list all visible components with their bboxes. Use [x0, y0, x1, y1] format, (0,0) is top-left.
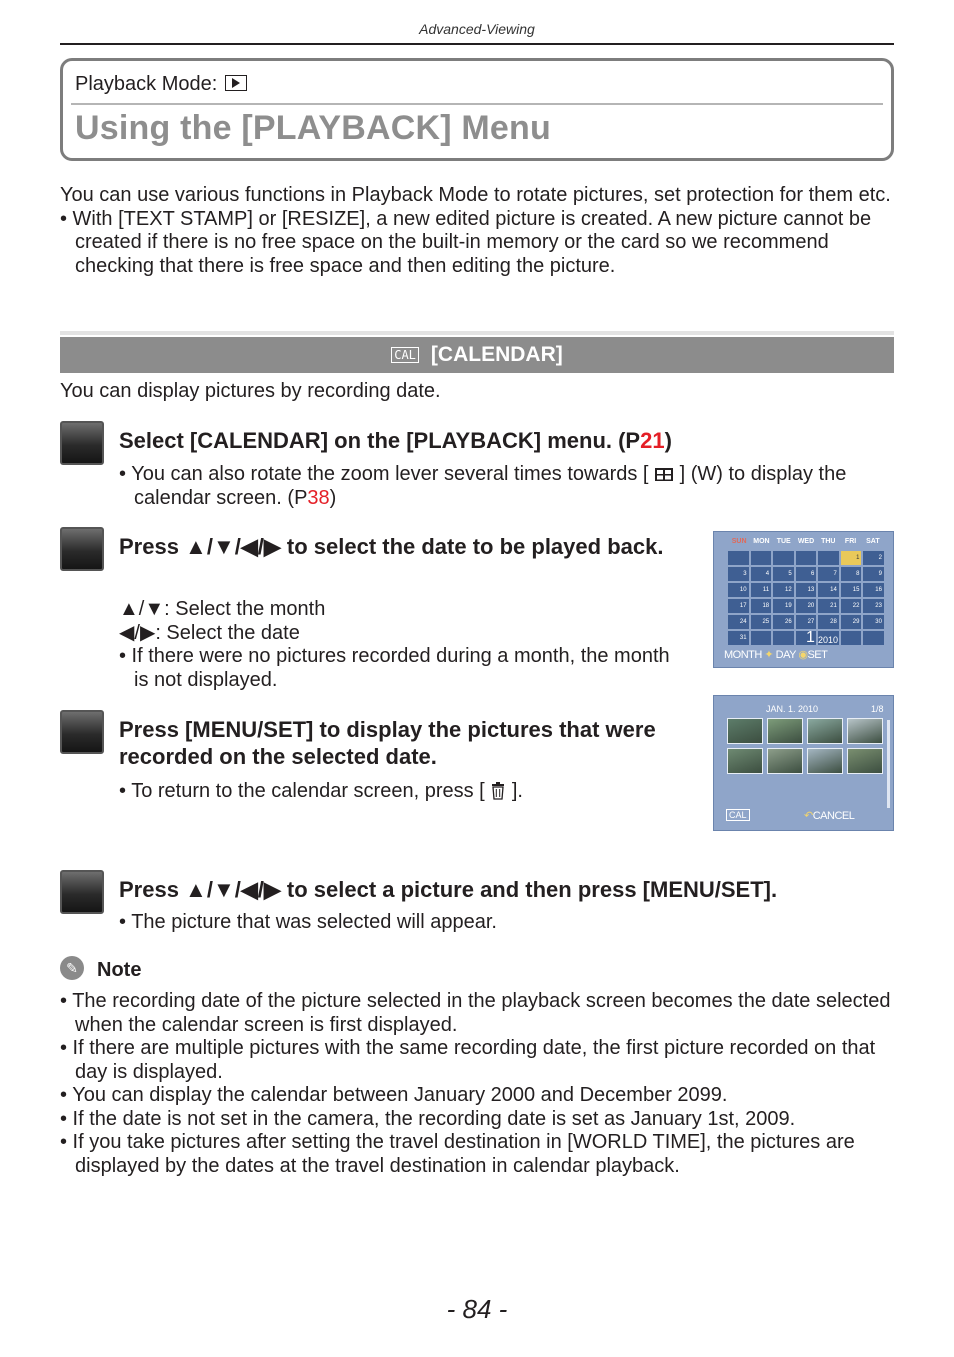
playback-icon [225, 75, 247, 91]
calendar-date-cell: 8 [841, 567, 862, 581]
playback-mode-label [75, 73, 247, 96]
section-title: [CALENDAR] [430, 343, 563, 366]
weekday-label: SUN [731, 538, 747, 545]
multi-playback-icon [654, 467, 674, 482]
step-1-bullet-page-ref: 38 [307, 486, 330, 509]
intro-text [60, 184, 896, 278]
calendar-date-cell: 6 [796, 567, 817, 581]
section-description: You can display pictures by recording date. [60, 380, 441, 402]
step-1-marker [60, 421, 104, 465]
calendar-date-cell: 7 [818, 567, 839, 581]
thumbnail [727, 718, 763, 744]
thumbnail [847, 718, 883, 744]
thumbnail [767, 778, 803, 804]
calendar-date-cell: 16 [863, 583, 884, 597]
calendar-month: 1 [806, 629, 815, 646]
note-list [60, 990, 896, 1178]
step-1-bullet-text-2: ] (W) to display the calendar screen. (P [134, 463, 847, 509]
menu-set-icon: ◉ [798, 649, 808, 661]
note-item: • If there are multiple pictures with the same recording date, the first picture recorded on that day is displayed. [60, 1037, 876, 1083]
calendar-date-cell [818, 551, 839, 565]
thumbnails-cancel-label: CANCEL [812, 810, 855, 822]
step-1-bullet [119, 463, 906, 510]
thumbnails-count: 1/8 [871, 704, 884, 714]
calendar-date-cell: 24 [728, 615, 749, 629]
thumbnails-scrollbar [887, 720, 890, 808]
thumbnails-date: JAN. 1. 2010 [766, 704, 819, 714]
thumbnail [847, 748, 883, 774]
calendar-date-cell: 27 [796, 615, 817, 629]
note-item: • If you take pictures after setting the travel destination in [WORLD TIME], the pictures are displayed by the dates at the travel destination in calendar playback. [60, 1131, 855, 1177]
thumbnails-cal-icon: CAL [726, 809, 750, 821]
calendar-footer-day: DAY [775, 649, 796, 661]
calendar-date-cell: 14 [818, 583, 839, 597]
thumbnail-grid [727, 718, 883, 804]
weekday-label: SAT [866, 538, 880, 545]
weekday-label: TUE [776, 538, 791, 545]
calendar-date-cell [728, 551, 749, 565]
calendar-date-cell [751, 631, 772, 645]
calendar-date-cell: 10 [728, 583, 749, 597]
calendar-date-cell: 9 [863, 567, 884, 581]
step-2-month-line: ▲/▼: Select the month [119, 598, 326, 620]
note-item: • You can display the calendar between January 2000 and December 2099. [60, 1084, 728, 1106]
calendar-date-cell: 25 [751, 615, 772, 629]
calendar-footer [724, 648, 827, 661]
thumbnails-screen-image [713, 695, 894, 831]
calendar-icon: CAL [391, 347, 419, 363]
step-2-title: Press ▲/▼/◀/▶ to select the date to be played back. [119, 534, 664, 559]
weekday-label: THU [821, 538, 836, 545]
calendar-date-cell [773, 551, 794, 565]
calendar-date-cell [796, 551, 817, 565]
page-title: Using the [PLAYBACK] Menu [75, 109, 551, 147]
weekday-label: FRI [844, 538, 857, 545]
step-3-marker [60, 710, 104, 754]
calendar-date-cell: 1 [841, 551, 862, 565]
step-1-bullet-text: • You can also rotate the zoom lever several times towards [ [119, 463, 649, 485]
step-4-marker [60, 870, 104, 914]
thumbnail [767, 748, 803, 774]
intro-paragraph: You can use various functions in Playback Mode to rotate pictures, set protection for them etc. [60, 184, 891, 206]
header-rule [60, 43, 894, 45]
step-2-date-line: ◀/▶: Select the date [119, 621, 300, 644]
title-box [60, 58, 894, 161]
step-2-bullet: • If there were no pictures recorded during a month, the month is not displayed. [119, 645, 670, 691]
calendar-year: 2010 [818, 635, 839, 645]
calendar-date-cell: 21 [818, 599, 839, 613]
thumbnail [847, 778, 883, 804]
calendar-date-cell: 4 [751, 567, 772, 581]
weekday-label: WED [797, 538, 815, 545]
calendar-date-cell: 5 [773, 567, 794, 581]
thumbnails-cancel [804, 809, 854, 822]
calendar-footer-month: MONTH [724, 649, 762, 661]
calendar-date-cell: 20 [796, 599, 817, 613]
calendar-date-cell: 30 [863, 615, 884, 629]
calendar-date-cell: 2 [863, 551, 884, 565]
calendar-date-cell: 3 [728, 567, 749, 581]
calendar-date-cell [863, 631, 884, 645]
thumbnail [807, 778, 843, 804]
note-label: Note [97, 959, 142, 981]
note-pencil-icon: ✎ [60, 956, 84, 980]
step-1-bullet-end: ) [329, 486, 337, 509]
step-4-bullet: • The picture that was selected will appear. [119, 911, 497, 933]
step-3-title: Press [MENU/SET] to display the pictures that were recorded on the selected date. [119, 717, 656, 769]
step-3-bullet-end: ]. [511, 780, 523, 802]
running-header: Advanced-Viewing [419, 21, 535, 37]
step-2-body [119, 598, 679, 692]
intro-bullet: • With [TEXT STAMP] or [RESIZE], a new edited picture is created. A new picture cannot be created if there is no free space on the built-in memory or the card so we recommend checking that there is free space and then editing the picture. [60, 207, 872, 277]
weekday-label: MON [753, 538, 770, 545]
dpad-icon: ✦ [764, 649, 774, 661]
note-item: • The recording date of the picture selected in the playback screen becomes the date selected when the calendar screen is first displayed. [60, 990, 891, 1036]
calendar-date-cell: 22 [841, 599, 862, 613]
calendar-footer-set: SET [807, 649, 828, 661]
calendar-date-cell: 23 [863, 599, 884, 613]
calendar-date-cell [751, 551, 772, 565]
note-item: • If the date is not set in the camera, the recording date is set as January 1st, 2009. [60, 1107, 796, 1130]
step-1-title-text: Select [CALENDAR] on the [PLAYBACK] menu. (P [119, 428, 641, 453]
thumbnail [727, 778, 763, 804]
calendar-date-cell: 15 [841, 583, 862, 597]
calendar-date-cell: 17 [728, 599, 749, 613]
calendar-date-cell: 11 [751, 583, 772, 597]
title-divider [71, 103, 883, 105]
return-icon: ↶ [804, 810, 813, 822]
trash-icon [490, 782, 506, 800]
calendar-weekday-row [728, 538, 884, 545]
calendar-date-cell: 28 [818, 615, 839, 629]
step-2-marker [60, 527, 104, 571]
step-1-title [119, 427, 899, 454]
step-4-title: Press ▲/▼/◀/▶ to select a picture and then press [MENU/SET]. [119, 877, 778, 902]
thumbnail [727, 748, 763, 774]
calendar-date-cell: 18 [751, 599, 772, 613]
calendar-date-cell: 12 [773, 583, 794, 597]
thumbnail [807, 748, 843, 774]
calendar-date-cell [773, 631, 794, 645]
calendar-screen-image [713, 531, 894, 668]
playback-mode-text: Playback Mode: [75, 73, 218, 95]
calendar-date-cell: 26 [773, 615, 794, 629]
step-3-bullet [119, 780, 694, 804]
calendar-date-cell [841, 631, 862, 645]
calendar-date-cell: 29 [841, 615, 862, 629]
step-1-title-end: ) [664, 428, 672, 453]
page-number: - 84 - [446, 1294, 508, 1324]
calendar-date-cell: 19 [773, 599, 794, 613]
section-header-calendar [60, 337, 894, 373]
step-1-page-ref: 21 [640, 428, 665, 453]
calendar-date-cell: 13 [796, 583, 817, 597]
step-3-bullet-text: • To return to the calendar screen, press [ [119, 780, 485, 802]
calendar-date-cell: 31 [728, 631, 749, 645]
section-bar-highlight [60, 331, 894, 335]
thumbnail [807, 718, 843, 744]
thumbnail [767, 718, 803, 744]
